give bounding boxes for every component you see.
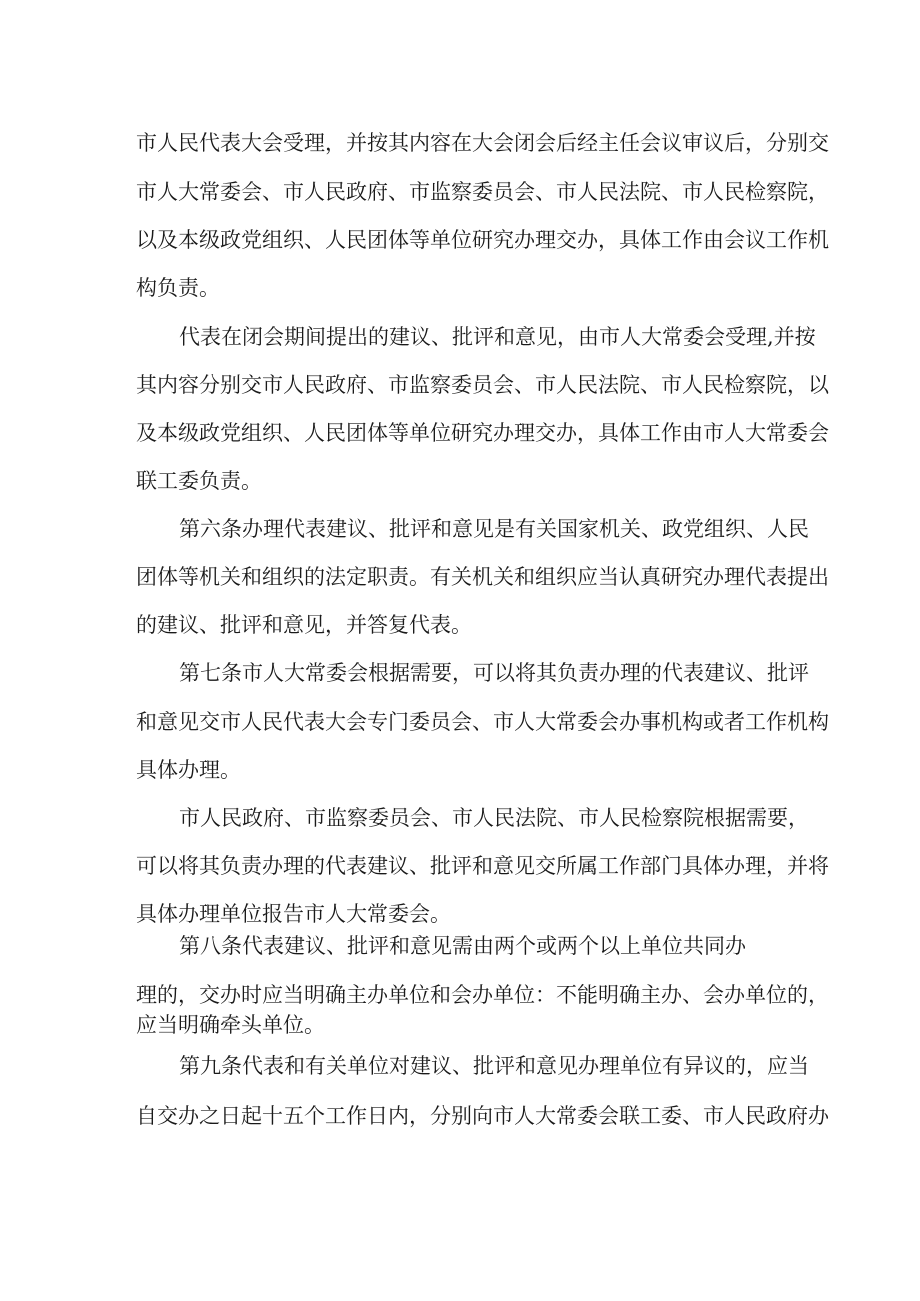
text-line: 代表在闭会期间提出的建议、批评和意见，由市人大常委会受理,并按 <box>179 325 816 349</box>
text-line: 第六条办理代表建议、批评和意见是有关国家机关、政党组织、人民 <box>179 517 809 541</box>
text-line: 及本级政党组织、人民团体等单位研究办理交办，具体工作由市人大常委会 <box>136 421 829 445</box>
text-line: 以及本级政党组织、人民团体等单位研究办理交办，具体工作由会议工作机 <box>136 228 829 252</box>
text-line: 市人民政府、市监察委员会、市人民法院、市人民检察院根据需要， <box>179 806 809 830</box>
text-line: 自交办之日起十五个工作日内，分别向市人大常委会联工委、市人民政府办 <box>136 1104 829 1128</box>
text-line: 其内容分别交市人民政府、市监察委员会、市人民法院、市人民检察院，以 <box>136 373 829 397</box>
text-line: 应当明确牵头单位。 <box>136 1013 325 1037</box>
text-line: 的建议、批评和意见，并答复代表。 <box>136 613 472 637</box>
text-line: 第七条市人大常委会根据需要，可以将其负责办理的代表建议、批评 <box>179 661 809 685</box>
text-line: 可以将其负责办理的代表建议、批评和意见交所属工作部门具体办理，并将 <box>136 854 829 878</box>
text-line: 市人民代表大会受理，并按其内容在大会闭会后经主任会议审议后，分别交 <box>136 131 829 155</box>
text-line: 具体办理。 <box>136 758 241 782</box>
text-line: 市人大常委会、市人民政府、市监察委员会、市人民法院、市人民检察院， <box>136 180 829 204</box>
text-line: 构负责。 <box>136 276 220 300</box>
text-line: 理的，交办时应当明确主办单位和会办单位：不能明确主办、会办单位的， <box>136 983 829 1007</box>
text-line: 具体办理单位报告市人大常委会。 <box>136 902 451 926</box>
text-line: 第八条代表建议、批评和意见需由两个或两个以上单位共同办 <box>179 934 746 958</box>
text-line: 第九条代表和有关单位对建议、批评和意见办理单位有异议的，应当 <box>179 1054 809 1078</box>
text-line: 和意见交市人民代表大会专门委员会、市人大常委会办事机构或者工作机构 <box>136 710 829 734</box>
text-line: 团体等机关和组织的法定职责。有关机关和组织应当认真研究办理代表提出 <box>136 565 829 589</box>
text-line: 联工委负责。 <box>136 469 262 493</box>
